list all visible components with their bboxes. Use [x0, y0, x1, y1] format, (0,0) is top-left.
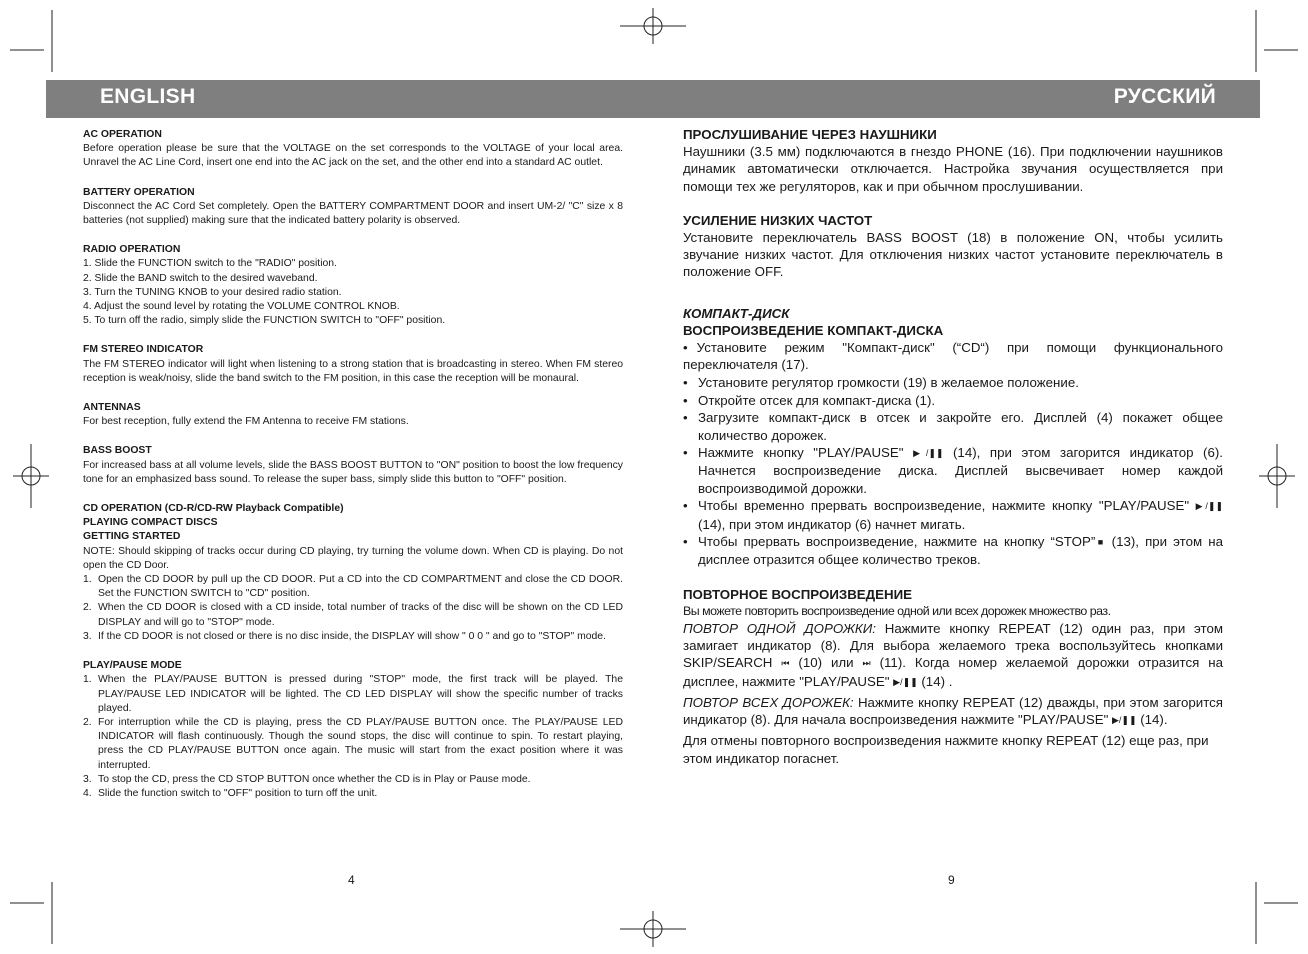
list-item: 1. Slide the FUNCTION switch to the "RADIO" position. — [83, 258, 337, 270]
section-title: ПОВТОРНОЕ ВОСПРОИЗВЕДЕНИЕ — [683, 586, 913, 602]
section-text: The FM STEREO indicator will light when listening to a strong station that is broadcasting in stereo. When FM stereo reception is weak/noisy, slide the band switch to the FM position, in this case the reception will be monaural. — [83, 358, 623, 384]
bass-boost-section — [83, 444, 623, 487]
repeat-section — [683, 586, 1223, 767]
battery-operation-section — [83, 186, 623, 229]
list-item: 3. If the CD DOOR is not closed or there is no disc inside, the DISPLAY will show " 0 0 " and go to "STOP" mode. — [83, 630, 606, 642]
fm-stereo-section — [83, 343, 623, 386]
english-column — [83, 128, 623, 816]
ac-operation-section — [83, 128, 623, 171]
section-text: Установите переключатель BASS BOOST (18) в положение ON, чтобы усилить звучание низких частот. Для отключения низких частот установите переключатель в положение OFF. — [683, 230, 1223, 280]
stop-icon: ■ — [1095, 537, 1106, 548]
list-item: • Установите регулятор громкости (19) в желаемое положение. — [683, 374, 1079, 390]
play-pause-icon: ▶/❚❚ — [893, 676, 918, 687]
registration-crosshair-icon — [1259, 444, 1295, 508]
section-title: AC OPERATION — [83, 129, 162, 140]
section-title: FM STEREO INDICATOR — [83, 344, 204, 356]
section-title: BATTERY OPERATION — [83, 186, 195, 198]
skip-back-icon: ⏮ — [781, 658, 790, 669]
list-item: 2. When the CD DOOR is closed with a CD inside, total number of tracks of the disc will be shown on the CD LED DISPLAY and will go to "STOP" mode. — [83, 602, 623, 628]
list-item: 1. Open the CD DOOR by pull up the CD DOOR. Put a CD into the CD COMPARTMENT and close the CD DOOR. Set the FUNCTION SWITCH to "CD" position. — [83, 574, 623, 600]
play-pause-icon: ▶/❚❚ — [1112, 715, 1137, 726]
registration-crosshair-icon — [13, 444, 49, 508]
section-text: For increased bass at all volume levels, slide the BASS BOOST BUTTON to "ON" position to boost the low frequency tone for an emphasized bass sound. To release the super bass, simply slide this button to "OFF" position. — [83, 459, 623, 485]
registration-crosshair-icon — [620, 911, 686, 947]
section-title: RADIO OPERATION — [83, 244, 181, 256]
list-item: 2. For interruption while the CD is playing, press the CD PLAY/PAUSE BUTTON once. The PLAY/PAUSE LED INDICATOR will flash continuously. Though the sound stops, the disc will continue to spin. To restart playing, press the CD PLAY/PAUSE BUTTON once again. The music will start from the exact position where it was interrupted. — [83, 716, 623, 771]
skip-forward-icon: ⏭ — [862, 658, 871, 669]
list-item: 3. To stop the CD, press the CD STOP BUTTON once whether the CD is in Play or Pause mode. — [83, 773, 531, 785]
section-title: PLAY/PAUSE MODE — [83, 660, 182, 672]
registration-crosshair-icon — [620, 8, 686, 44]
list-item: 4. Slide the function switch to "OFF" position to turn off the unit. — [83, 787, 378, 799]
list-item: • Установите режим "Компакт-диск" (“CD“) при помощи функционального переключателя (17). — [683, 340, 1223, 373]
bass-boost-ru-section — [683, 212, 1223, 281]
list-item: 3. Turn the TUNING KNOB to your desired radio station. — [83, 286, 342, 298]
page-number-right: 9 — [948, 873, 955, 887]
section-title: ПРОСЛУШИВАНИЕ ЧЕРЕЗ НАУШНИКИ — [683, 127, 937, 142]
repeat-cancel-text: Для отмены повторного воспроизведения нажмите кнопку REPEAT (12) еще раз, при этом индикатор погаснет. — [683, 733, 1209, 766]
section-subtitle: PLAYING COMPACT DISCS — [83, 517, 218, 529]
section-title: ANTENNAS — [83, 402, 141, 414]
compact-disc-section — [683, 305, 1223, 569]
section-title-italic: КОМПАКТ-ДИСК — [683, 305, 790, 321]
list-item: • Чтобы прервать воспроизведение, нажмите на кнопку “STOP”■ (13), при этом на дисплее отразится общее количество треков. — [683, 534, 1223, 568]
play-pause-icon: ▶/❚❚ — [913, 448, 944, 459]
section-text: Before operation please be sure that the VOLTAGE on the set corresponds to the VOLTAGE of your local area. Unravel the AC Line Cord, insert one end into the AC jack on the set, and the other end into a standard AC outlet. — [83, 143, 623, 169]
section-title: ВОСПРОИЗВЕДЕНИЕ КОМПАКТ-ДИСКА — [683, 322, 944, 338]
note-text: NOTE: Should skipping of tracks occur during CD playing, try turning the volume down. When CD is playing. Do not open the CD Door. — [83, 545, 623, 571]
radio-operation-section — [83, 243, 623, 328]
cd-operation-section — [83, 502, 623, 644]
russian-column — [683, 126, 1223, 784]
list-item: 2. Slide the BAND switch to the desired waveband. — [83, 272, 318, 284]
list-item: • Нажмите кнопку "PLAY/PAUSE" ▶/❚❚ (14), при этом загорится индикатор (6). Начнется воспроизведение диска. Дисплей высвечивает номер каждой воспроизводимой дорожки. — [683, 445, 1223, 496]
list-item: • Чтобы временно прервать воспроизведение, нажмите кнопку "PLAY/PAUSE" ▶/❚❚ (14), при этом индикатор (6) начнет мигать. — [683, 498, 1223, 532]
list-item: 1. When the PLAY/PAUSE BUTTON is pressed during "STOP" mode, the first track will be played. The PLAY/PAUSE LED INDICATOR will be lighted. The CD LED DISPLAY will show the specific number of tracks played. — [83, 674, 623, 714]
section-title: BASS BOOST — [83, 445, 152, 457]
section-text: Disconnect the AC Cord Set completely. Open the BATTERY COMPARTMENT DOOR and insert UM-2/ "C" size x 8 batteries (not supplied) making sure that the indicated battery polarity is observed. — [83, 200, 623, 227]
repeat-all-text: ПОВТОР ВСЕХ ДОРОЖЕК: Нажмите кнопку REPEAT (12) дважды, при этом загорится индикатор (8). Для начала воспроизведения нажмите "PLAY/PAUSE" ▶/❚❚ (14). — [683, 694, 1223, 728]
section-title: УСИЛЕНИЕ НИЗКИХ ЧАСТОТ — [683, 212, 873, 228]
play-pause-icon: ▶/❚❚ — [1195, 501, 1223, 512]
section-text: For best reception, fully extend the FM Antenna to receive FM stations. — [83, 416, 409, 428]
list-item: • Откройте отсек для компакт-диска (1). — [683, 392, 936, 408]
list-item: 5. To turn off the radio, simply slide the FUNCTION SWITCH to "OFF" position. — [83, 315, 446, 327]
play-pause-section — [83, 659, 623, 801]
headphones-section — [683, 126, 1223, 195]
page-number-left: 4 — [348, 873, 355, 887]
repeat-intro: Вы можете повторить воспроизведение одной или всех дорожек множество раз. — [683, 603, 1111, 618]
list-item: 4. Adjust the sound level by rotating the VOLUME CONTROL KNOB. — [83, 301, 400, 313]
antennas-section — [83, 401, 623, 429]
russian-heading: РУССКИЙ — [1113, 85, 1216, 108]
repeat-one-text: ПОВТОР ОДНОЙ ДОРОЖКИ: Нажмите кнопку REPEAT (12) один раз, при этом замигает индикатор (8). Для выбора желаемого трека воспользуйтесь кнопками SKIP/SEARCH ⏮ (10) или ⏭ (11). Когда номер желаемой дорожки отразится на дисплее, нажмите "PLAY/PAUSE" ▶/❚❚ (14) . — [683, 621, 1223, 689]
section-title: CD OPERATION (CD-R/CD-RW Playback Compatible) — [83, 503, 344, 515]
english-heading: ENGLISH — [100, 85, 196, 108]
section-subtitle: GETTING STARTED — [83, 531, 181, 543]
language-header-bar — [46, 80, 1260, 118]
section-text: Наушники (3.5 мм) подключаются в гнездо PHONE (16). При подключении наушников динамик автоматически отключается. Настройка звучания осуществляется при помощи тех же регуляторов, как и при обычном прослушивании. — [683, 144, 1223, 194]
list-item: • Загрузите компакт-диск в отсек и закройте его. Дисплей (4) покажет общее количество дорожек. — [683, 410, 1223, 443]
